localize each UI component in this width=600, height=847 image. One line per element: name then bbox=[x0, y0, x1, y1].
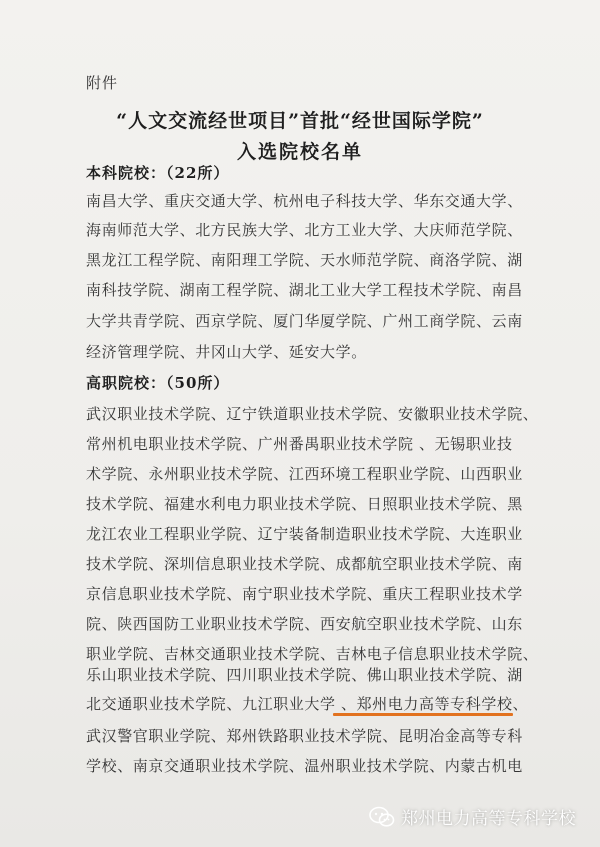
highlight-underline bbox=[333, 713, 513, 716]
vocational-line: 技术学院、福建水利电力职业技术学院、日照职业技术学院、黑 bbox=[86, 495, 523, 513]
vocational-line: 学校、南京交通职业技术学院、温州职业技术学院、内蒙古机电 bbox=[86, 757, 523, 775]
vocational-line: 常州机电职业技术学院、广州番禺职业技术学院 、无锡职业技 bbox=[86, 435, 513, 453]
document-title-line2: 入选院校名单 bbox=[236, 141, 363, 163]
undergrad-line: 黑龙江工程学院、南阳理工学院、天水师范学院、商洛学院、湖 bbox=[86, 251, 523, 269]
attachment-label: 附件 bbox=[86, 74, 119, 92]
vocational-line: 院、陕西国防工业职业技术学院、西安航空职业技术学院、山东 bbox=[86, 615, 523, 633]
undergrad-line: 大学共青学院、西京学院、厦门华厦学院、广州工商学院、云南 bbox=[86, 312, 523, 330]
undergrad-line: 南昌大学、重庆交通大学、杭州电子科技大学、华东交通大学、 bbox=[86, 192, 523, 210]
watermark-text: 郑州电力高等专科学校 bbox=[401, 809, 576, 829]
undergrad-line: 南科技学院、湖南工程学院、湖北工业大学工程技术学院、南昌 bbox=[86, 281, 523, 299]
undergrad-line: 海南师范大学、北方民族大学、北方工业大学、大庆师范学院、 bbox=[86, 221, 523, 239]
vocational-line: 武汉警官职业学院、郑州铁路职业技术学院、昆明冶金高等专科 bbox=[86, 727, 523, 745]
vocational-line: 京信息职业技术学院、南宁职业技术学院、重庆工程职业技术学 bbox=[86, 585, 523, 603]
vocational-line: 武汉职业技术学院、辽宁铁道职业技术学院、安徽职业技术学院、 bbox=[86, 405, 539, 423]
document-title-line1: “人文交流经世项目”首批“经世国际学院” bbox=[116, 110, 484, 132]
vocational-line: 技术学院、深圳信息职业技术学院、成都航空职业技术学院、南 bbox=[86, 555, 523, 573]
wechat-icon bbox=[369, 806, 395, 828]
undergrad-line: 经济管理学院、井冈山大学、延安大学。 bbox=[86, 343, 367, 361]
vocational-line: 术学院、永州职业技术学院、江西环境工程职业学院、山西职业 bbox=[86, 465, 523, 483]
vocational-heading: 高职院校：（50所） bbox=[86, 374, 230, 392]
vocational-line: 北交通职业技术学院、九江职业大学 、郑州电力高等专科学校、 bbox=[86, 695, 529, 713]
vocational-line: 龙江农业工程职业学院、辽宁装备制造职业技术学院、大连职业 bbox=[86, 525, 523, 543]
vocational-line: 职业学院、吉林交通职业技术学院、吉林电子信息职业技术学院、 bbox=[86, 645, 539, 663]
vocational-line: 乐山职业技术学院、四川职业技术学院、佛山职业技术学院、湖 bbox=[86, 666, 523, 684]
watermark bbox=[369, 804, 576, 829]
undergrad-heading: 本科院校：（22所） bbox=[86, 164, 230, 182]
